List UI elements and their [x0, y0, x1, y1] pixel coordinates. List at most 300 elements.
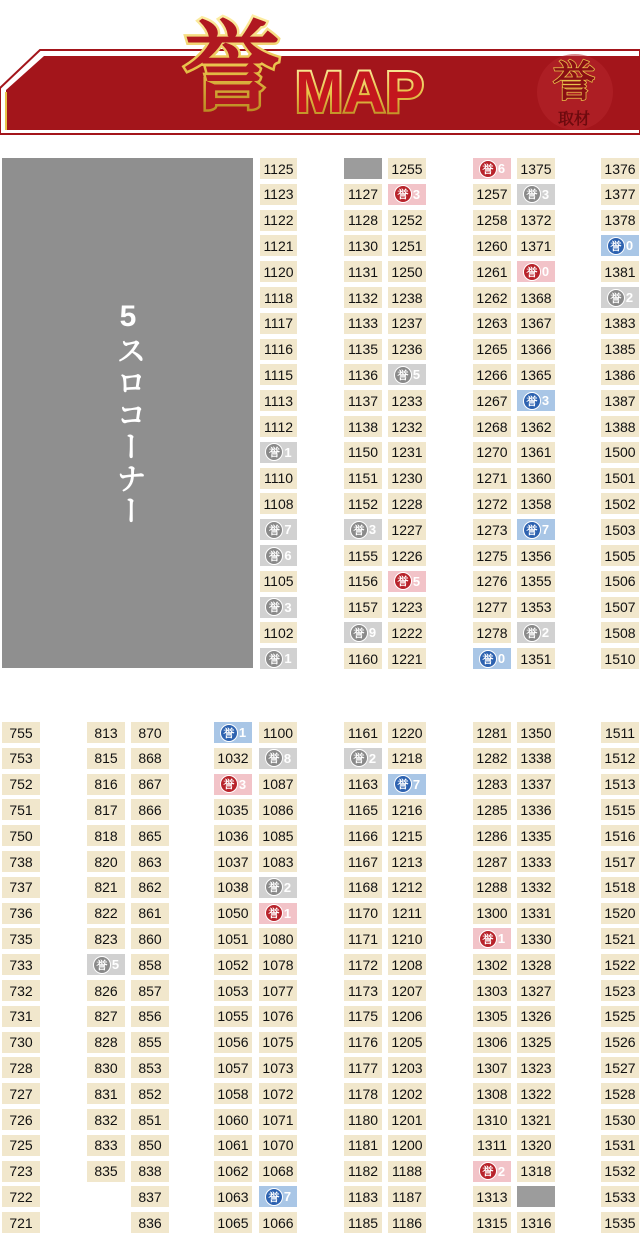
machine-slot: 1053	[214, 980, 252, 1001]
machine-slot: 1308	[473, 1083, 511, 1104]
machine-slot: 870	[131, 722, 169, 743]
machine-slot: 1075	[259, 1032, 297, 1053]
machine-slot: 1527	[601, 1057, 639, 1078]
machine-slot: 1371	[517, 235, 555, 256]
homare-silver-icon: 誉	[265, 547, 283, 565]
homare-silver-icon: 誉	[350, 521, 368, 539]
machine-slot: 1305	[473, 1006, 511, 1027]
machine-slot: 1131	[344, 261, 382, 282]
slot-number-tail: 3	[284, 599, 292, 615]
machine-slot: 1356	[517, 545, 555, 566]
machine-slot: 730	[2, 1032, 40, 1053]
machine-slot: 816	[87, 774, 125, 795]
machine-slot: 732	[2, 980, 40, 1001]
machine-slot: 1500	[601, 442, 639, 463]
machine-slot: 1037	[214, 851, 252, 872]
machine-slot: 1307	[473, 1057, 511, 1078]
homare-silver-icon: 誉	[265, 878, 283, 896]
machine-slot: 833	[87, 1135, 125, 1156]
machine-slot: 1533	[601, 1186, 639, 1207]
machine-slot: 1362	[517, 416, 555, 437]
slot-number-tail: 3	[412, 186, 421, 202]
machine-slot: 820	[87, 851, 125, 872]
machine-slot: 835	[87, 1161, 125, 1182]
homare-red-icon: 誉	[479, 1162, 497, 1180]
machine-slot: 1150	[344, 442, 382, 463]
machine-slot: 1065	[214, 1212, 252, 1233]
machine-slot: 838	[131, 1161, 169, 1182]
machine-slot-silver-badge	[260, 442, 297, 463]
machine-slot-blue-badge	[214, 722, 252, 743]
machine-slot: 1202	[388, 1083, 426, 1104]
machine-slot: 830	[87, 1057, 125, 1078]
machine-slot: 1203	[388, 1057, 426, 1078]
machine-slot: 722	[2, 1186, 40, 1207]
homare-silver-icon: 誉	[265, 749, 283, 767]
machine-slot: 1276	[473, 571, 511, 592]
machine-slot: 1361	[517, 442, 555, 463]
machine-slot: 1058	[214, 1083, 252, 1104]
machine-slot: 1100	[259, 722, 297, 743]
machine-slot: 1165	[344, 799, 382, 820]
machine-slot: 1036	[214, 825, 252, 846]
machine-slot-blue-badge	[259, 1186, 297, 1207]
machine-slot: 1110	[260, 468, 297, 489]
machine-slot-red-badge	[388, 184, 426, 205]
machine-slot: 1323	[517, 1057, 555, 1078]
machine-slot: 1137	[344, 390, 382, 411]
machine-slot: 1200	[388, 1135, 426, 1156]
homare-silver-icon: 誉	[394, 366, 412, 384]
machine-slot: 1186	[388, 1212, 426, 1233]
machine-slot: 826	[87, 980, 125, 1001]
machine-slot: 1257	[473, 184, 511, 205]
machine-slot: 1086	[259, 799, 297, 820]
machine-slot-silver-badge	[260, 597, 297, 618]
slot-number-tail: 2	[497, 1163, 506, 1179]
machine-slot-red-badge	[259, 903, 297, 924]
machine-slot: 1063	[214, 1186, 252, 1207]
machine-slot: 751	[2, 799, 40, 820]
machine-slot: 857	[131, 980, 169, 1001]
machine-slot: 1128	[344, 210, 382, 231]
machine-slot: 1260	[473, 235, 511, 256]
machine-slot: 1335	[517, 825, 555, 846]
machine-slot: 867	[131, 774, 169, 795]
machine-slot: 853	[131, 1057, 169, 1078]
machine-slot: 1338	[517, 748, 555, 769]
machine-slot: 1367	[517, 313, 555, 334]
machine-slot: 1327	[517, 980, 555, 1001]
machine-slot: 1201	[388, 1109, 426, 1130]
machine-slot-red-badge	[473, 158, 511, 179]
machine-slot: 1333	[517, 851, 555, 872]
machine-slot: 1525	[601, 1006, 639, 1027]
machine-slot-red-badge	[388, 571, 426, 592]
machine-slot: 1325	[517, 1032, 555, 1053]
corner-label-text: 5スロコーナー	[111, 299, 145, 527]
machine-slot: 1205	[388, 1032, 426, 1053]
machine-slot: 1080	[259, 928, 297, 949]
machine-slot: 1170	[344, 903, 382, 924]
machine-slot: 1315	[473, 1212, 511, 1233]
machine-slot: 1526	[601, 1032, 639, 1053]
machine-slot: 1167	[344, 851, 382, 872]
machine-slot: 1385	[601, 339, 639, 360]
machine-slot: 1377	[601, 184, 639, 205]
machine-slot: 1188	[388, 1161, 426, 1182]
machine-slot: 1166	[344, 825, 382, 846]
machine-slot: 1517	[601, 851, 639, 872]
homare-silver-icon: 誉	[265, 443, 283, 461]
machine-slot: 727	[2, 1083, 40, 1104]
machine-slot-silver-badge	[388, 364, 426, 385]
machine-slot: 1271	[473, 468, 511, 489]
machine-slot: 1085	[259, 825, 297, 846]
machine-slot-silver-badge	[517, 184, 555, 205]
slot-number-tail: 0	[625, 238, 634, 254]
machine-slot: 1506	[601, 571, 639, 592]
machine-slot: 1068	[259, 1161, 297, 1182]
machine-slot: 1183	[344, 1186, 382, 1207]
machine-slot: 1180	[344, 1109, 382, 1130]
machine-slot: 1330	[517, 928, 555, 949]
machine-slot: 1278	[473, 622, 511, 643]
machine-slot: 1185	[344, 1212, 382, 1233]
machine-slot: 1076	[259, 1006, 297, 1027]
machine-slot: 1062	[214, 1161, 252, 1182]
machine-slot: 865	[131, 825, 169, 846]
machine-slot-silver-badge	[260, 545, 297, 566]
machine-slot: 1311	[473, 1135, 511, 1156]
machine-slot: 1530	[601, 1109, 639, 1130]
machine-slot: 1281	[473, 722, 511, 743]
machine-slot: 728	[2, 1057, 40, 1078]
machine-slot: 863	[131, 851, 169, 872]
machine-slot: 1511	[601, 722, 639, 743]
machine-slot: 1157	[344, 597, 382, 618]
machine-slot: 837	[131, 1186, 169, 1207]
machine-slot: 1366	[517, 339, 555, 360]
machine-slot: 1286	[473, 825, 511, 846]
slot-number-tail: 0	[497, 651, 506, 667]
badge-logo: 誉	[552, 57, 596, 106]
machine-slot: 1237	[388, 313, 426, 334]
machine-slot: 1152	[344, 493, 382, 514]
slot-number-tail: 9	[368, 625, 377, 641]
machine-slot: 750	[2, 825, 40, 846]
slot-number-tail: 1	[238, 725, 247, 740]
homare-blue-icon: 誉	[394, 775, 412, 793]
machine-slot: 860	[131, 928, 169, 949]
machine-slot: 1522	[601, 954, 639, 975]
homare-silver-icon: 誉	[350, 749, 368, 767]
machine-slot: 1177	[344, 1057, 382, 1078]
machine-slot: 1351	[517, 648, 555, 669]
machine-slot-red-badge	[517, 261, 555, 282]
machine-slot: 737	[2, 877, 40, 898]
machine-slot: 1251	[388, 235, 426, 256]
machine-slot: 1221	[388, 648, 426, 669]
machine-slot: 1318	[517, 1161, 555, 1182]
machine-slot: 1215	[388, 825, 426, 846]
machine-slot-blue-badge	[388, 774, 426, 795]
machine-slot: 1038	[214, 877, 252, 898]
machine-slot: 1507	[601, 597, 639, 618]
slot-number-tail: 1	[283, 905, 292, 921]
badge-subtitle: 取材	[557, 109, 591, 128]
slot-number-tail: 3	[368, 522, 377, 538]
machine-slot: 1521	[601, 928, 639, 949]
machine-slot: 1502	[601, 493, 639, 514]
machine-slot: 1117	[260, 313, 297, 334]
machine-slot: 736	[2, 903, 40, 924]
machine-slot: 1060	[214, 1109, 252, 1130]
machine-slot: 1161	[344, 722, 382, 743]
machine-slot-red-badge	[473, 1161, 511, 1182]
machine-slot: 1227	[388, 519, 426, 540]
machine-slot: 813	[87, 722, 125, 743]
machine-slot: 1035	[214, 799, 252, 820]
slot-number-tail: 3	[238, 776, 247, 792]
machine-slot: 1112	[260, 416, 297, 437]
machine-slot: 1321	[517, 1109, 555, 1130]
machine-slot: 1078	[259, 954, 297, 975]
machine-slot: 858	[131, 954, 169, 975]
machine-slot: 1322	[517, 1083, 555, 1104]
machine-slot: 1386	[601, 364, 639, 385]
machine-slot: 1160	[344, 648, 382, 669]
machine-slot: 828	[87, 1032, 125, 1053]
machine-slot: 1273	[473, 519, 511, 540]
machine-slot: 827	[87, 1006, 125, 1027]
machine-slot: 866	[131, 799, 169, 820]
machine-slot: 1212	[388, 877, 426, 898]
machine-slot: 1515	[601, 799, 639, 820]
machine-slot: 1125	[260, 158, 297, 179]
machine-slot-silver-badge	[259, 748, 297, 769]
banner-logo: 誉	[184, 10, 280, 123]
machine-slot: 1230	[388, 468, 426, 489]
machine-slot: 755	[2, 722, 40, 743]
homare-blue-icon: 誉	[479, 650, 497, 668]
machine-slot: 1255	[388, 158, 426, 179]
homare-red-icon: 誉	[220, 775, 238, 793]
machine-slot: 1163	[344, 774, 382, 795]
machine-slot: 1336	[517, 799, 555, 820]
machine-slot: 1171	[344, 928, 382, 949]
homare-blue-icon: 誉	[523, 392, 541, 410]
homare-silver-icon: 誉	[265, 521, 283, 539]
machine-slot: 1532	[601, 1161, 639, 1182]
machine-slot: 1213	[388, 851, 426, 872]
machine-slot: 1052	[214, 954, 252, 975]
machine-slot: 1275	[473, 545, 511, 566]
homare-red-icon: 誉	[479, 160, 497, 178]
machine-slot: 1520	[601, 903, 639, 924]
machine-slot: 1138	[344, 416, 382, 437]
machine-slot: 1210	[388, 928, 426, 949]
machine-slot-red-badge	[473, 928, 511, 949]
machine-slot: 1306	[473, 1032, 511, 1053]
machine-slot: 1118	[260, 287, 297, 308]
machine-slot: 817	[87, 799, 125, 820]
machine-slot: 1132	[344, 287, 382, 308]
machine-slot: 1077	[259, 980, 297, 1001]
slot-number-tail: 7	[283, 1189, 292, 1205]
machine-slot: 1172	[344, 954, 382, 975]
machine-slot: 1316	[517, 1212, 555, 1233]
slot-number-tail: 7	[541, 522, 550, 538]
machine-slot: 836	[131, 1212, 169, 1233]
machine-slot: 1151	[344, 468, 382, 489]
machine-slot: 1176	[344, 1032, 382, 1053]
machine-slot: 1133	[344, 313, 382, 334]
machine-slot: 1178	[344, 1083, 382, 1104]
homare-silver-icon: 誉	[523, 624, 541, 642]
machine-slot: 1303	[473, 980, 511, 1001]
slot-number-tail: 3	[541, 393, 550, 409]
machine-slot: 1122	[260, 210, 297, 231]
homare-red-icon: 誉	[394, 185, 412, 203]
machine-slot: 1187	[388, 1186, 426, 1207]
machine-slot: 1130	[344, 235, 382, 256]
machine-slot: 1066	[259, 1212, 297, 1233]
homare-silver-icon: 誉	[523, 185, 541, 203]
vacant-slot	[517, 1186, 555, 1207]
machine-slot: 850	[131, 1135, 169, 1156]
machine-slot-silver-badge	[260, 519, 297, 540]
machine-slot: 1510	[601, 648, 639, 669]
slot-number-tail: 6	[284, 548, 292, 563]
slot-number-tail: 1	[284, 651, 292, 667]
homare-silver-icon: 誉	[265, 598, 283, 616]
machine-slot: 1051	[214, 928, 252, 949]
slot-number-tail: 7	[412, 776, 421, 792]
slot-number-tail: 1	[284, 444, 292, 460]
machine-slot-silver-badge	[517, 622, 555, 643]
machine-slot-silver-badge	[259, 877, 297, 898]
machine-slot: 1508	[601, 622, 639, 643]
machine-slot: 856	[131, 1006, 169, 1027]
homare-blue-icon: 誉	[607, 237, 625, 255]
slot-number-tail: 1	[497, 931, 506, 947]
machine-slot: 726	[2, 1109, 40, 1130]
machine-slot: 1115	[260, 364, 297, 385]
machine-slot: 1287	[473, 851, 511, 872]
machine-slot: 1057	[214, 1057, 252, 1078]
machine-slot: 1108	[260, 493, 297, 514]
slot-number-tail: 3	[541, 186, 550, 202]
machine-slot: 1355	[517, 571, 555, 592]
machine-slot: 1372	[517, 210, 555, 231]
machine-slot-silver-badge	[87, 954, 125, 975]
machine-slot: 1368	[517, 287, 555, 308]
machine-slot: 1071	[259, 1109, 297, 1130]
slot-number-tail: 6	[497, 161, 506, 176]
machine-slot: 1302	[473, 954, 511, 975]
machine-slot: 1231	[388, 442, 426, 463]
homare-silver-icon: 誉	[265, 650, 283, 668]
machine-slot: 822	[87, 903, 125, 924]
homare-blue-icon: 誉	[265, 1188, 283, 1206]
machine-slot: 1073	[259, 1057, 297, 1078]
homare-silver-icon: 誉	[93, 956, 111, 974]
slot-number-tail: 5	[412, 573, 421, 589]
machine-slot: 1376	[601, 158, 639, 179]
machine-slot: 1261	[473, 261, 511, 282]
machine-slot: 735	[2, 928, 40, 949]
machine-slot: 1310	[473, 1109, 511, 1130]
machine-slot: 851	[131, 1109, 169, 1130]
machine-slot: 1032	[214, 748, 252, 769]
machine-slot: 855	[131, 1032, 169, 1053]
machine-slot: 1282	[473, 748, 511, 769]
machine-slot: 1121	[260, 235, 297, 256]
machine-slot: 1135	[344, 339, 382, 360]
machine-slot: 1208	[388, 954, 426, 975]
machine-slot: 1272	[473, 493, 511, 514]
machine-slot: 1232	[388, 416, 426, 437]
machine-slot: 1168	[344, 877, 382, 898]
machine-slot: 1127	[344, 184, 382, 205]
machine-slot: 1365	[517, 364, 555, 385]
machine-slot: 1512	[601, 748, 639, 769]
slot-number-tail: 2	[625, 290, 634, 305]
machine-slot-blue-badge	[517, 390, 555, 411]
slot-number-tail: 2	[541, 625, 550, 641]
machine-slot: 1262	[473, 287, 511, 308]
homare-silver-icon: 誉	[607, 289, 625, 307]
machine-slot: 1383	[601, 313, 639, 334]
machine-slot-silver-badge	[601, 287, 639, 308]
machine-slot: 1516	[601, 825, 639, 846]
machine-slot: 1173	[344, 980, 382, 1001]
machine-slot: 868	[131, 748, 169, 769]
machine-slot: 1350	[517, 722, 555, 743]
machine-slot: 1381	[601, 261, 639, 282]
machine-slot: 1181	[344, 1135, 382, 1156]
machine-slot: 1285	[473, 799, 511, 820]
machine-slot-blue-badge	[601, 235, 639, 256]
machine-slot-silver-badge	[260, 648, 297, 669]
homare-blue-icon: 誉	[523, 521, 541, 539]
banner-title: MAP	[295, 60, 424, 125]
machine-slot: 1136	[344, 364, 382, 385]
machine-slot-blue-badge	[517, 519, 555, 540]
machine-slot: 861	[131, 903, 169, 924]
machine-slot-red-badge	[214, 774, 252, 795]
machine-slot: 1265	[473, 339, 511, 360]
machine-slot: 752	[2, 774, 40, 795]
machine-slot: 1233	[388, 390, 426, 411]
slot-number-tail: 7	[284, 522, 292, 538]
machine-slot: 1206	[388, 1006, 426, 1027]
machine-slot: 733	[2, 954, 40, 975]
machine-slot: 1288	[473, 877, 511, 898]
machine-slot: 1228	[388, 493, 426, 514]
machine-slot: 1236	[388, 339, 426, 360]
homare-blue-icon: 誉	[220, 724, 238, 742]
machine-slot: 831	[87, 1083, 125, 1104]
machine-slot: 1263	[473, 313, 511, 334]
machine-slot: 1155	[344, 545, 382, 566]
machine-slot-silver-badge	[344, 748, 382, 769]
machine-slot: 815	[87, 748, 125, 769]
machine-slot: 753	[2, 748, 40, 769]
machine-slot: 1518	[601, 877, 639, 898]
machine-slot: 1313	[473, 1186, 511, 1207]
